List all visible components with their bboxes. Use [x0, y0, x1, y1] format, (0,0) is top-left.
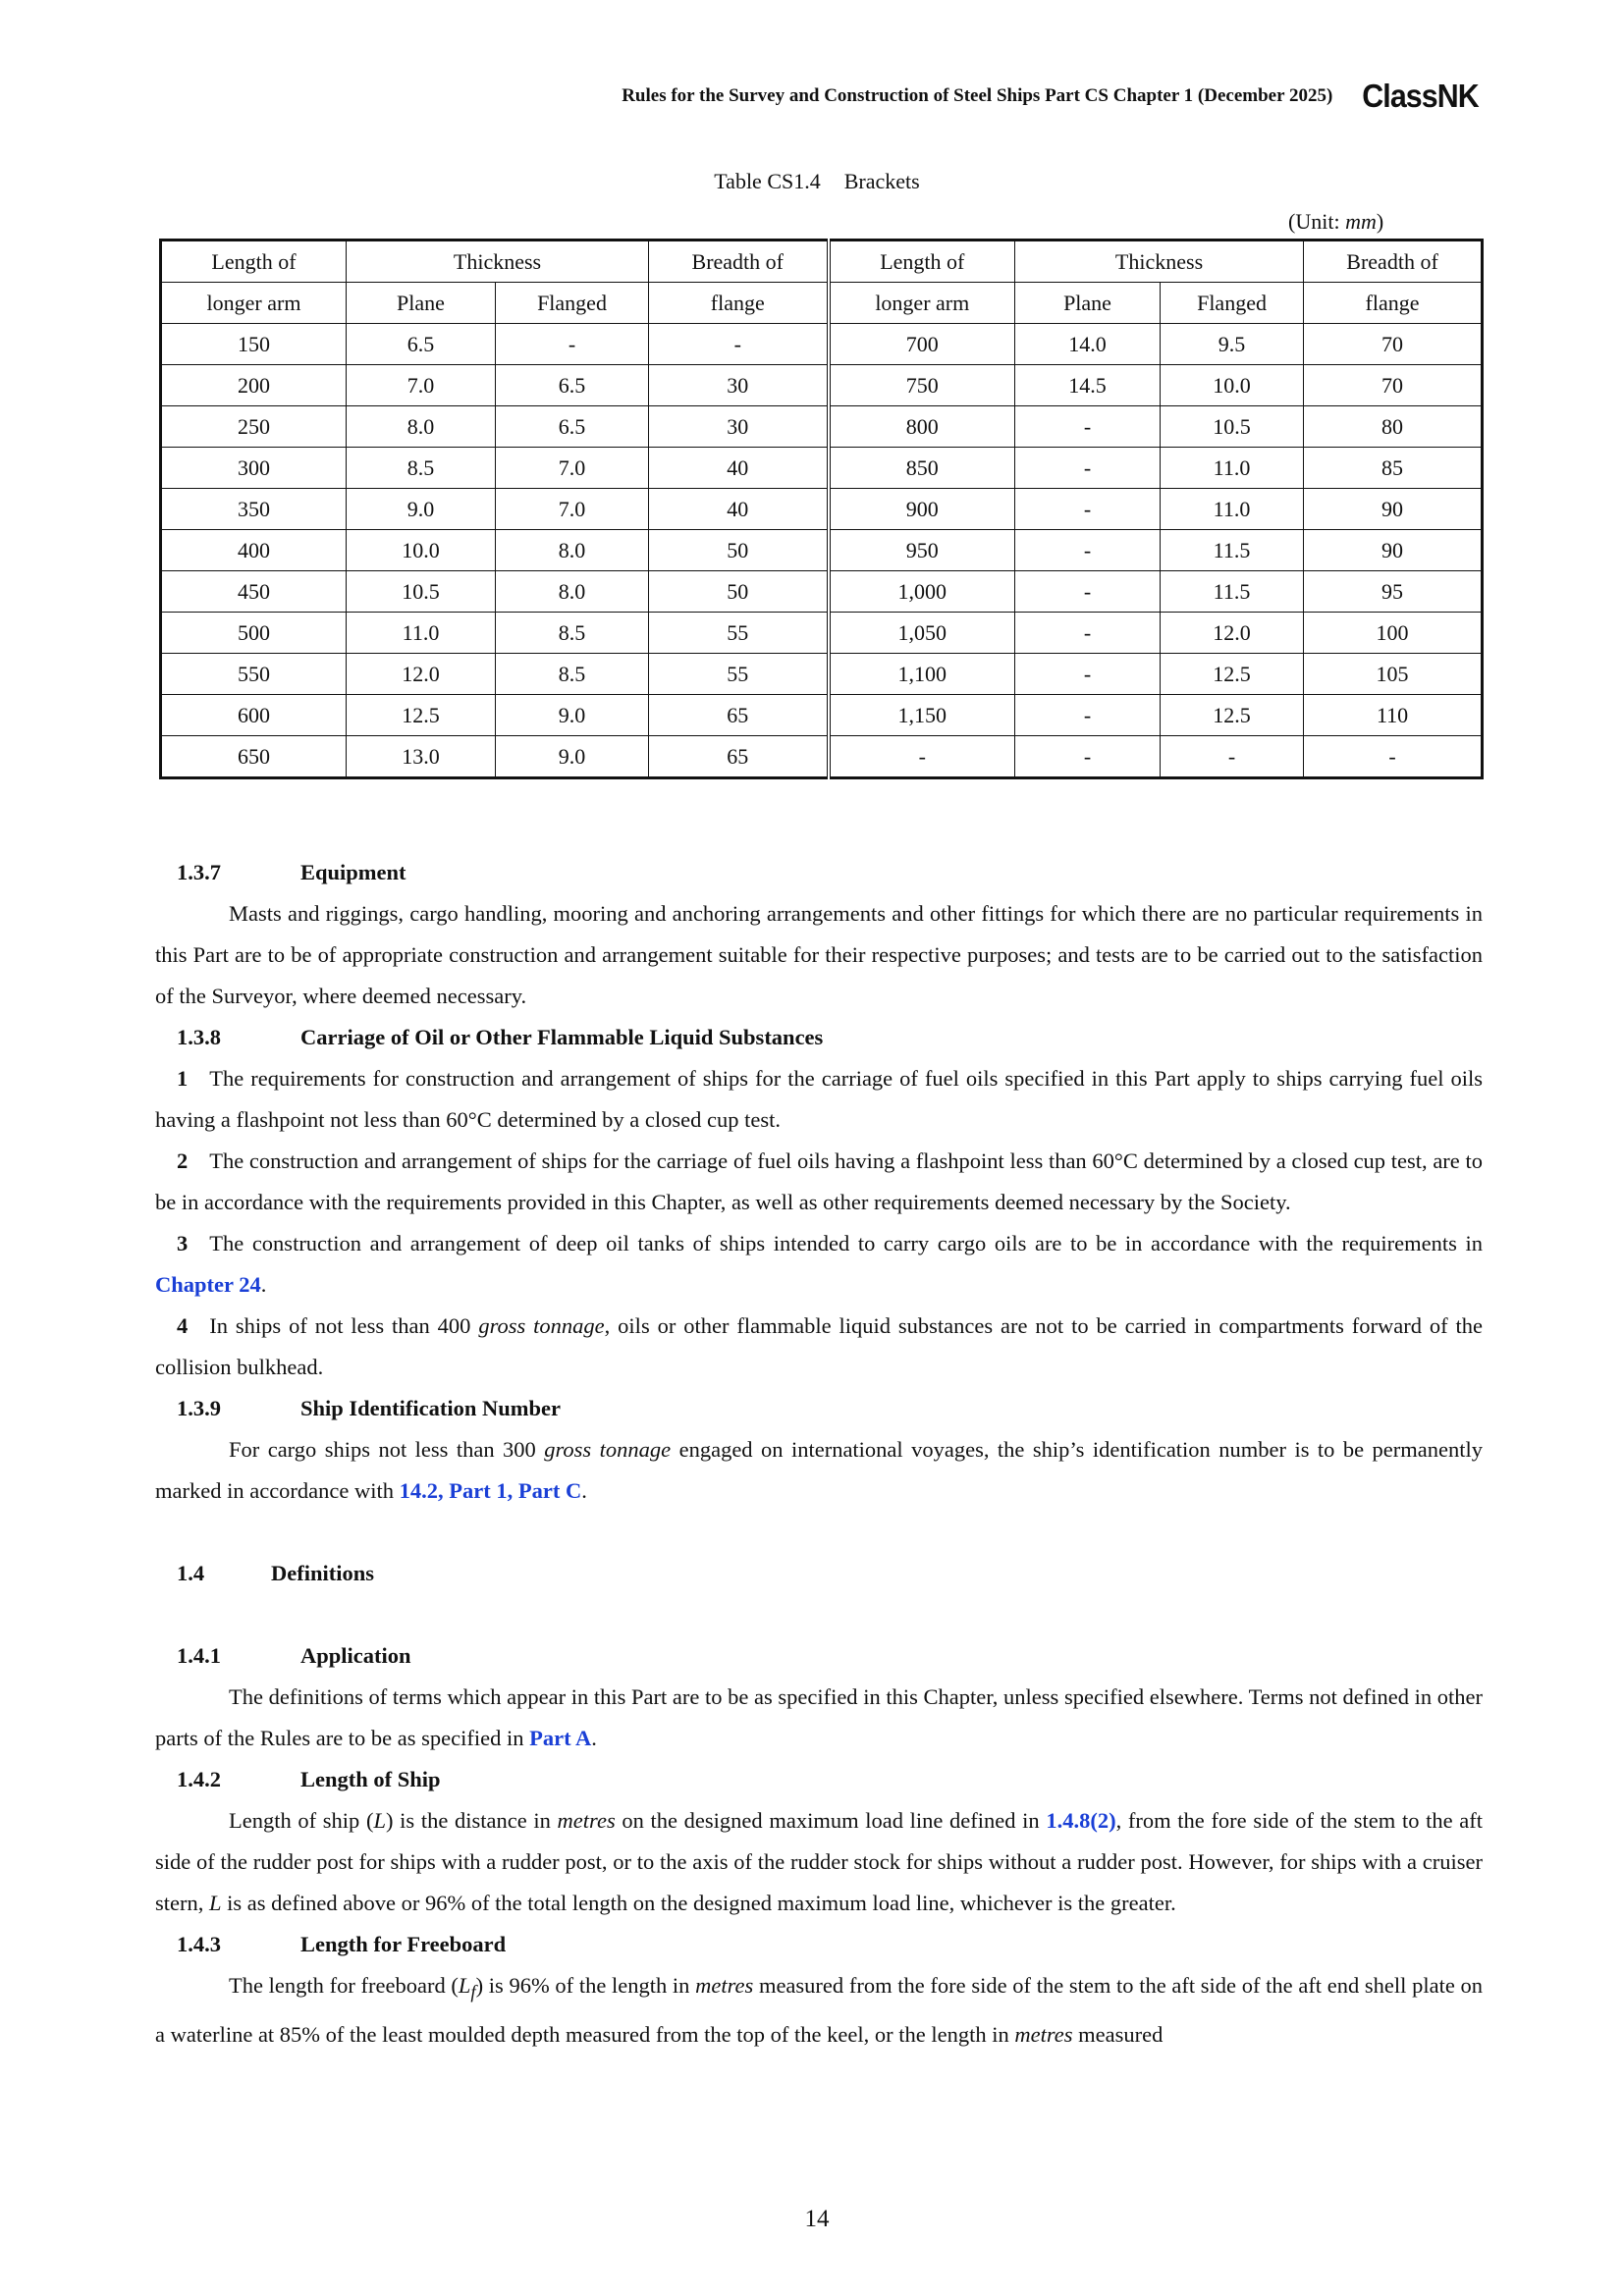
- section-heading-1-4-2: 1.4.2 Length of Ship: [177, 1767, 441, 1791]
- table-cell: 85: [1304, 448, 1483, 489]
- header-length-right-2: longer arm: [829, 283, 1015, 324]
- table-cell: 1,100: [829, 654, 1015, 695]
- table-cell: -: [1015, 613, 1161, 654]
- paragraph-1-4-1: The definitions of terms which appear in this Part are to be as specified in this Chapter, unless specified elsewhere. Terms not defined in other parts of the Rules are to be as specified in Part A.: [155, 1684, 1483, 1750]
- table-row: [161, 448, 1483, 489]
- table-row: [161, 324, 1483, 365]
- table-cell: 10.0: [347, 530, 496, 571]
- table-cell: 300: [161, 448, 347, 489]
- table-cell: 6.5: [496, 365, 649, 406]
- table-cell: 90: [1304, 530, 1483, 571]
- table-cell: -: [1015, 654, 1161, 695]
- header-breadth-left-1: Breadth of: [649, 240, 829, 283]
- paragraph-1-3-7: Masts and riggings, cargo handling, mooring and anchoring arrangements and other fittings for which there are no particular requirements in this Part are to be of appropriate construction and arrangement suitable for their respective purposes; and tests are to be carried out to the satisfaction of the Surveyor, where deemed necessary.: [155, 901, 1483, 1008]
- table-cell: 550: [161, 654, 347, 695]
- table-cell: 6.5: [347, 324, 496, 365]
- table-cell: -: [649, 324, 829, 365]
- paragraph-1-3-9: For cargo ships not less than 300 gross tonnage engaged on international voyages, the ship’s identification number is to be permanently marked in accordance with 14.2, Part 1, Part C.: [155, 1437, 1484, 1503]
- header-breadth-left-2: flange: [649, 283, 829, 324]
- table-cell: 600: [161, 695, 347, 736]
- table-cell: 9.0: [496, 736, 649, 778]
- section-heading-1-4: 1.4 Definitions: [177, 1561, 375, 1585]
- table-cell: 12.5: [1161, 695, 1304, 736]
- table-row: [161, 736, 1483, 778]
- table-cell: 7.0: [496, 448, 649, 489]
- table-cell: -: [496, 324, 649, 365]
- table-unit: (Unit: mm): [1288, 209, 1384, 234]
- table-cell: 70: [1304, 324, 1483, 365]
- table-cell: 7.0: [496, 489, 649, 530]
- table-header-row: [161, 240, 1483, 283]
- brackets-table: [159, 239, 1484, 779]
- table-cell: 11.0: [347, 613, 496, 654]
- table-cell: 8.0: [496, 530, 649, 571]
- table-cell: 8.5: [347, 448, 496, 489]
- header-title: Rules for the Survey and Construction of Steel Ships Part CS Chapter 1 (December 2025): [622, 85, 1333, 106]
- table-cell: 40: [649, 448, 829, 489]
- table-cell: -: [1015, 489, 1161, 530]
- table-cell: 350: [161, 489, 347, 530]
- header-flanged-right: Flanged: [1161, 283, 1304, 324]
- table-cell: 11.0: [1161, 448, 1304, 489]
- table-cell: 950: [829, 530, 1015, 571]
- link-chapter-24[interactable]: Chapter 24: [155, 1272, 261, 1297]
- table-cell: 8.5: [496, 613, 649, 654]
- table-cell: 13.0: [347, 736, 496, 778]
- table-cell: 12.0: [1161, 613, 1304, 654]
- table-cell: 11.5: [1161, 530, 1304, 571]
- table-cell: 10.5: [1161, 406, 1304, 448]
- table-cell: 500: [161, 613, 347, 654]
- table-cell: 90: [1304, 489, 1483, 530]
- table-cell: 55: [649, 654, 829, 695]
- section-heading-1-3-8: 1.3.8 Carriage of Oil or Other Flammable Liquid Substances: [177, 1025, 824, 1049]
- paragraph-1-3-8-4: 4 In ships of not less than 400 gross tonnage, oils or other flammable liquid substances are not to be carried in compartments forward of the collision bulkhead.: [155, 1313, 1483, 1379]
- table-cell: 8.5: [496, 654, 649, 695]
- table-cell: 30: [649, 406, 829, 448]
- link-14-2-part-1-part-c[interactable]: 14.2, Part 1, Part C: [399, 1478, 582, 1503]
- table-cell: 65: [649, 736, 829, 778]
- table-cell: -: [1304, 736, 1483, 778]
- table-cell: 8.0: [496, 571, 649, 613]
- table-cell: 150: [161, 324, 347, 365]
- table-cell: -: [1015, 695, 1161, 736]
- table-cell: 65: [649, 695, 829, 736]
- table-cell: 750: [829, 365, 1015, 406]
- table-row: [161, 613, 1483, 654]
- table-cell: -: [1015, 530, 1161, 571]
- table-cell: 650: [161, 736, 347, 778]
- table-cell: 10.0: [1161, 365, 1304, 406]
- header-plane-right: Plane: [1015, 283, 1161, 324]
- paragraph-1-3-8-1: 1 The requirements for construction and arrangement of ships for the carriage of fuel oils specified in this Part apply to ships carrying fuel oils having a flashpoint not less than 60°C determined by a closed cup test.: [155, 1066, 1483, 1132]
- table-cell: -: [829, 736, 1015, 778]
- table-cell: 30: [649, 365, 829, 406]
- table-cell: 80: [1304, 406, 1483, 448]
- table-cell: -: [1015, 736, 1161, 778]
- table-cell: 50: [649, 571, 829, 613]
- table-cell: 1,000: [829, 571, 1015, 613]
- table-cell: 100: [1304, 613, 1483, 654]
- table-cell: 12.5: [1161, 654, 1304, 695]
- table-cell: 700: [829, 324, 1015, 365]
- table-row: [161, 571, 1483, 613]
- paragraph-1-4-2: Length of ship (L) is the distance in metres on the designed maximum load line defined in 1.4.8(2), from the fore side of the stem to the aft side of the rudder post for ships with a rudder post, or to the axis of the rudder stock for ships without a rudder post. However, for ships with a cruiser stern, L is as defined above or 96% of the total length on the designed maximum load line, whichever is the greater.: [155, 1808, 1484, 1915]
- table-cell: 10.5: [347, 571, 496, 613]
- header-breadth-right-2: flange: [1304, 283, 1483, 324]
- header-thickness-right: Thickness: [1015, 240, 1304, 283]
- table-title-name: Brackets: [843, 169, 920, 193]
- table-cell: 9.0: [347, 489, 496, 530]
- table-cell: -: [1015, 571, 1161, 613]
- table-cell: 250: [161, 406, 347, 448]
- table-cell: 1,050: [829, 613, 1015, 654]
- table-cell: 11.0: [1161, 489, 1304, 530]
- table-cell: 450: [161, 571, 347, 613]
- header-breadth-right-1: Breadth of: [1304, 240, 1483, 283]
- table-cell: 110: [1304, 695, 1483, 736]
- link-1-4-8-2[interactable]: 1.4.8(2): [1046, 1808, 1116, 1833]
- link-part-a[interactable]: Part A: [529, 1726, 592, 1750]
- table-cell: 14.5: [1015, 365, 1161, 406]
- table-cell: 850: [829, 448, 1015, 489]
- table-row: [161, 489, 1483, 530]
- section-heading-1-4-1: 1.4.1 Application: [177, 1643, 411, 1668]
- paragraph-1-4-3: The length for freeboard $(L_f)$ is 96% of the length in metres measured from the fore side of the stem to the aft side of the aft end shell plate on a waterline at 85% of the least moulded depth measured from the top of the keel, or the length in metres measured: [155, 1973, 1483, 2047]
- table-cell: 12.5: [347, 695, 496, 736]
- table-row: [161, 695, 1483, 736]
- table-cell: 7.0: [347, 365, 496, 406]
- page-header: [550, 77, 1479, 116]
- page-number: 14: [804, 2206, 830, 2232]
- table-cell: 400: [161, 530, 347, 571]
- header-length-left-2: longer arm: [161, 283, 347, 324]
- table-cell: 6.5: [496, 406, 649, 448]
- table-cell: 9.0: [496, 695, 649, 736]
- header-flanged-left: Flanged: [496, 283, 649, 324]
- table-cell: 8.0: [347, 406, 496, 448]
- table-cell: 105: [1304, 654, 1483, 695]
- table-cell: 11.5: [1161, 571, 1304, 613]
- table-cell: 12.0: [347, 654, 496, 695]
- table-cell: -: [1015, 406, 1161, 448]
- table-subheader-row: [161, 283, 1483, 324]
- body-content: [155, 852, 1483, 2056]
- table-cell: 70: [1304, 365, 1483, 406]
- table-title: [0, 169, 1624, 194]
- table-row: [161, 365, 1483, 406]
- header-length-left-1: Length of: [161, 240, 347, 283]
- table-cell: 55: [649, 613, 829, 654]
- section-heading-1-3-7: 1.3.7 Equipment: [177, 860, 406, 884]
- section-heading-1-3-9: 1.3.9 Ship Identification Number: [177, 1396, 562, 1420]
- header-length-right-1: Length of: [829, 240, 1015, 283]
- table-title-number: Table CS1.4: [714, 169, 821, 193]
- table-cell: 800: [829, 406, 1015, 448]
- table-row: [161, 406, 1483, 448]
- table-cell: -: [1015, 448, 1161, 489]
- classnk-logo: ClassNK: [1362, 78, 1479, 114]
- header-plane-left: Plane: [347, 283, 496, 324]
- section-heading-1-4-3: 1.4.3 Length for Freeboard: [177, 1932, 507, 1956]
- table-cell: 40: [649, 489, 829, 530]
- table-row: [161, 530, 1483, 571]
- table-cell: 1,150: [829, 695, 1015, 736]
- header-thickness-left: Thickness: [347, 240, 649, 283]
- table-cell: 900: [829, 489, 1015, 530]
- table-cell: -: [1161, 736, 1304, 778]
- table-cell: 95: [1304, 571, 1483, 613]
- table-cell: 50: [649, 530, 829, 571]
- table-cell: 9.5: [1161, 324, 1304, 365]
- paragraph-1-3-8-2: 2 The construction and arrangement of ships for the carriage of fuel oils having a flashpoint less than 60°C determined by a closed cup test, are to be in accordance with the requirements provided in this Chapter, as well as other requirements deemed necessary by the Society.: [155, 1148, 1483, 1214]
- paragraph-1-3-8-3: 3 The construction and arrangement of deep oil tanks of ships intended to carry cargo oils are to be in accordance with the requirements in Chapter 24.: [155, 1231, 1483, 1297]
- table-row: [161, 654, 1483, 695]
- table-cell: 14.0: [1015, 324, 1161, 365]
- table-cell: 200: [161, 365, 347, 406]
